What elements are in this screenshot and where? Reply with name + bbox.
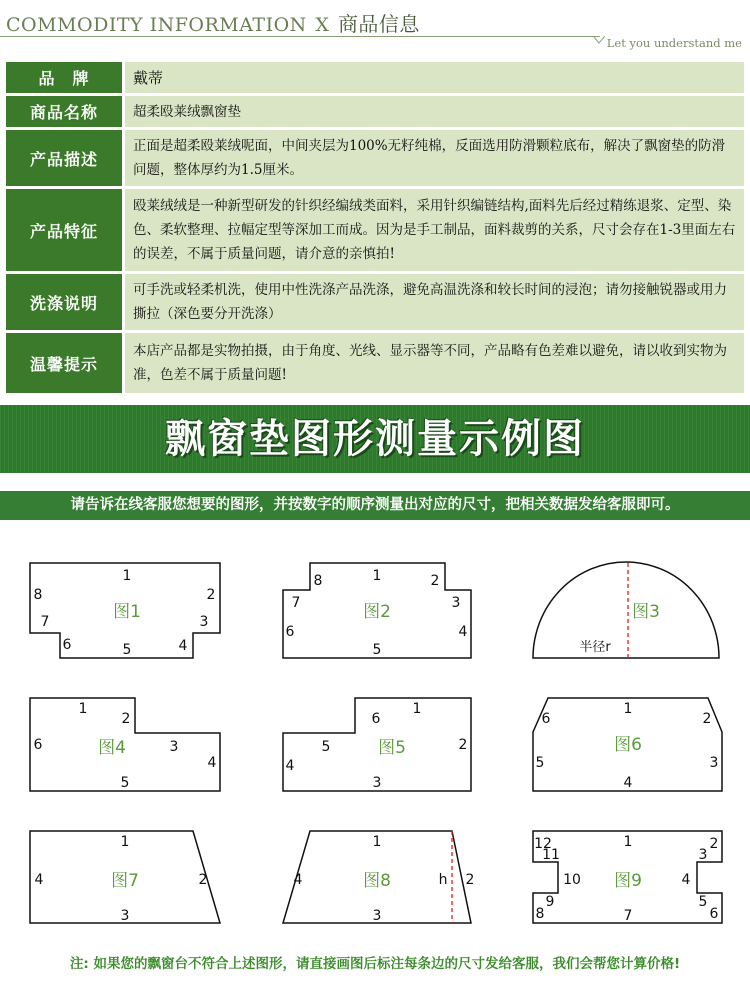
info-label: 商品名称 bbox=[6, 96, 122, 127]
info-row-features bbox=[6, 189, 744, 271]
fig7-name: 图7 bbox=[111, 871, 139, 891]
fig9-num: 5 bbox=[698, 894, 708, 910]
fig5-num: 1 bbox=[412, 701, 422, 717]
fig5-num: 5 bbox=[321, 739, 331, 755]
fig1-num: 8 bbox=[33, 587, 43, 603]
fig6-num: 3 bbox=[709, 755, 719, 771]
fig1-name: 图1 bbox=[113, 602, 141, 622]
fig5-num: 6 bbox=[371, 711, 381, 727]
info-label: 品 牌 bbox=[6, 62, 122, 93]
fig6-num: 4 bbox=[623, 775, 633, 791]
info-row-brand bbox=[6, 62, 744, 93]
info-value: 殴莱绒绒是一种新型研发的针织经编绒类面料，采用针织编链结构,面料先后经过精练退浆、定型、染色、柔软整理、拉幅定型等深加工而成。因为是手工制品，面料裁剪的关系，尺寸会存在1-3里面左右的误差，不属于质量问题，请介意的亲慎拍! bbox=[125, 189, 744, 271]
info-label: 温馨提示 bbox=[6, 333, 122, 393]
measurement-banner bbox=[0, 405, 750, 473]
fig8-num: 1 bbox=[372, 834, 382, 850]
info-row-washing bbox=[6, 274, 744, 330]
fig9-num: 10 bbox=[563, 872, 581, 888]
fig5-num: 2 bbox=[458, 737, 468, 753]
banner-title: 飘窗垫图形测量示例图 bbox=[165, 416, 585, 462]
fig9-num: 3 bbox=[698, 847, 708, 863]
fig3-shape bbox=[533, 562, 719, 658]
fig3-radius-label: 半径r bbox=[579, 640, 611, 655]
fig6-num: 2 bbox=[702, 711, 712, 727]
fig6-num: 6 bbox=[541, 711, 551, 727]
fig4-num: 4 bbox=[207, 755, 217, 771]
fig8-name: 图8 bbox=[363, 871, 391, 891]
info-label: 产品描述 bbox=[6, 130, 122, 186]
fig7-num: 3 bbox=[120, 908, 130, 924]
figures-diagram bbox=[0, 540, 750, 945]
fig6-num: 5 bbox=[535, 755, 545, 771]
fig5-num: 3 bbox=[372, 775, 382, 791]
fig5-name: 图5 bbox=[378, 738, 406, 758]
info-value: 戴蒂 bbox=[125, 62, 744, 93]
fig1-num: 1 bbox=[122, 568, 132, 584]
fig2-num: 6 bbox=[285, 624, 295, 640]
fig2-name: 图2 bbox=[363, 602, 391, 622]
fig8-num: 4 bbox=[293, 872, 303, 888]
fig4-name: 图4 bbox=[98, 738, 126, 758]
fig1-num: 4 bbox=[178, 638, 188, 654]
fig1-num: 5 bbox=[122, 642, 132, 658]
header-title-separator: X bbox=[315, 14, 330, 36]
header-notch-icon bbox=[593, 36, 605, 44]
header-title bbox=[6, 8, 420, 37]
fig2-num: 5 bbox=[372, 642, 382, 658]
fig7-num: 1 bbox=[120, 834, 130, 850]
section-header bbox=[0, 0, 750, 60]
fig4-num: 1 bbox=[78, 701, 88, 717]
fig9-num: 8 bbox=[535, 906, 545, 922]
fig1-num: 7 bbox=[40, 614, 50, 630]
fig1-num: 6 bbox=[62, 637, 72, 653]
fig9-num: 6 bbox=[709, 906, 719, 922]
fig9-name: 图9 bbox=[614, 871, 642, 891]
fig2-num: 3 bbox=[451, 595, 461, 611]
fig2-num: 1 bbox=[372, 568, 382, 584]
header-title-cn: 商品信息 bbox=[337, 12, 420, 36]
fig7-num: 2 bbox=[198, 872, 208, 888]
fig9-num: 1 bbox=[623, 834, 633, 850]
fig4-num: 5 bbox=[120, 775, 130, 791]
info-value: 正面是超柔殴莱绒呢面，中间夹层为100%无籽纯棉，反面选用防滑颗粒底布，解决了飘窗垫的防滑问题，整体厚约为1.5厘米。 bbox=[125, 130, 744, 186]
fig4-num: 3 bbox=[169, 739, 179, 755]
fig5-num: 4 bbox=[285, 758, 295, 774]
fig2-num: 2 bbox=[430, 573, 440, 589]
fig9-num: 7 bbox=[623, 908, 633, 924]
header-title-en: COMMODITY INFORMATION bbox=[6, 14, 307, 36]
fig9-num: 2 bbox=[709, 836, 719, 852]
fig1-num: 3 bbox=[199, 614, 209, 630]
footer-note: 注: 如果您的飘窗台不符合上述图形，请直接画图后标注每条边的尺寸发给客服，我们会帮您计算价格! bbox=[69, 956, 681, 972]
fig2-num: 4 bbox=[458, 624, 468, 640]
instruction-bar: 请告诉在线客服您想要的图形，并按数字的顺序测量出对应的尺寸，把相关数据发给客服即可。 bbox=[0, 491, 750, 520]
info-label: 产品特征 bbox=[6, 189, 122, 271]
fig8-num: 3 bbox=[372, 908, 382, 924]
fig7-num: 4 bbox=[34, 872, 44, 888]
info-value: 本店产品都是实物拍摄，由于角度、光线、显示器等不同，产品略有色差难以避免，请以收到实物为准，色差不属于质量问题! bbox=[125, 333, 744, 393]
fig8-h-label: h bbox=[438, 872, 448, 888]
fig8-num: 2 bbox=[465, 872, 475, 888]
fig9-num: 12 bbox=[534, 836, 552, 852]
info-row-product-name bbox=[6, 96, 744, 127]
info-row-description bbox=[6, 130, 744, 186]
fig1-num: 2 bbox=[206, 587, 216, 603]
header-divider bbox=[0, 36, 600, 37]
info-label: 洗涤说明 bbox=[6, 274, 122, 330]
fig4-num: 2 bbox=[121, 711, 131, 727]
info-row-tips bbox=[6, 333, 744, 393]
info-value: 可手洗或轻柔机洗，使用中性洗涤产品洗涤，避免高温洗涤和较长时间的浸泡；请勿接触锐器或用力撕拉（深色要分开洗涤） bbox=[125, 274, 744, 330]
fig9-num: 4 bbox=[681, 872, 691, 888]
fig2-num: 8 bbox=[313, 573, 323, 589]
fig6-name: 图6 bbox=[614, 735, 642, 755]
info-value: 超柔殴莱绒飘窗垫 bbox=[125, 96, 744, 127]
fig3-name: 图3 bbox=[632, 602, 660, 622]
fig4-num: 6 bbox=[33, 737, 43, 753]
fig2-num: 7 bbox=[291, 595, 301, 611]
fig9-num: 11 bbox=[542, 847, 560, 863]
header-subtitle: Let you understand me bbox=[606, 36, 742, 50]
fig6-num: 1 bbox=[623, 701, 633, 717]
fig9-num: 9 bbox=[545, 894, 555, 910]
